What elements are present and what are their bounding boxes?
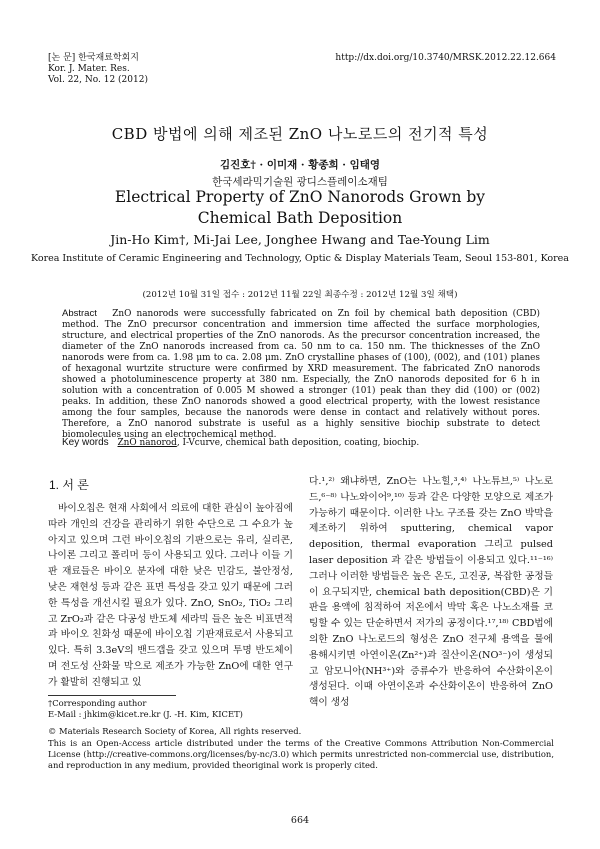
body-paragraph: 바이오칩은 현재 사회에서 의료에 대한 관심이 높아짐에 따라 개인의 건강을 관리하기 위한 수단으로 그 수요가 높아지고 있으며 그런 바이오칩의 기판으로는 유리, 실리콘, 나이론 그리고 폴리머 등이 사용되고 있다. 그러나 이들 기판 재료들은 바이오 분자에 대한 낮은 민감도, 불안정성, 낮은 재현성 등과 같은 표면 특성을 갖고 있기 때문에 그러한 특성을 개선시킬 필요가 있다. ZnO, SnO₂, TiO₂ 그리고 ZrO₂과 같은 다공성 반도체 세라믹 들은 높은 비표면적과 바이오 친화성 때문에 바이오칩 기판재료로서 사용되고 있다. 특히 3.3eV의 밴드갭을 갖고 있으며 투명 반도체이며 전도성 산화물 막으로 제조가 가능한 ZnO에 대한 연구가 활발히 진행되고 있 <box>48 503 293 688</box>
abstract <box>62 308 540 441</box>
body-paragraph: 다.¹,²⁾ 왜냐하면, ZnO는 나노힐,³,⁴⁾ 나노튜브,⁵⁾ 나노로드,⁶⁻⁸⁾ 나노와이어⁹,¹⁰⁾ 등과 같은 다양한 모양으로 제조가 가능하기 때문이다. 이러한 나노 구조를 갖는 ZnO 박막을 제조하기 위하여 sputtering, chemical vapor deposition, thermal evaporation 그리고 pulsed laser deposition 과 같은 방법들이 이용되고 있다.¹¹⁻¹⁶⁾ 그러나 이러한 방법들은 높은 온도, 고진공, 복잡한 공정들이 요구되지만, chemical bath deposition(CBD)은 기판을 용액에 침적하여 저온에서 박막 혹은 나노소재를 코팅할 수 있는 단순하면서 저가의 공정이다.¹⁷,¹⁸⁾ CBD법에 의한 ZnO 나노로드의 형성은 ZnO 전구체 용액을 물에 용해시키면 아연이온(Zn²⁺)과 질산이온(NO³⁻)이 생성되고 암모니아(NH³⁺)와 증류수가 반응하여 수산화이온이 생성된다. 이때 아연이온과 수산화이온이 반응하여 ZnO 핵이 생성 <box>309 476 553 709</box>
author-email: E-Mail : jhkim@kicet.re.kr (J. -H. Kim, KICET) <box>48 709 243 720</box>
copyright-notice: © Materials Research Society of Korea, All rights reserved. <box>48 726 302 737</box>
corresponding-author: †Corresponding author <box>48 698 147 708</box>
license-notice: This is an Open-Access article distributed under the terms of the Creative Commons Attribution Non-Commercial License (http://creative-commons.org/licenses/by-nc/3.0) which permits unrestricted non-commercial use, distribution, and reproduction in any medium, provided theoriginal work is properly cited. <box>48 737 554 771</box>
title-english <box>60 187 540 229</box>
keywords-label: Key words <box>62 437 109 448</box>
keyword-link[interactable]: ZnO nanorod <box>117 438 177 448</box>
journal-info <box>48 53 148 86</box>
authors-korean: 김진호† · 이미재 · 황종희 · 임태영 <box>219 159 381 171</box>
section-heading-introduction: 1. 서 론 <box>49 478 89 492</box>
keywords-rest: , I-Vcurve, chemical bath deposition, coating, biochip. <box>176 438 420 448</box>
affiliation-korean: 한국세라믹기술원 광디스플레이소재팀 <box>212 176 388 188</box>
doi-link[interactable]: http://dx.doi.org/10.3740/MRSK.2012.22.12.664 <box>335 53 556 63</box>
body-column-left <box>48 501 293 691</box>
title-english-line1: Electrical Property of ZnO Nanorods Grown by <box>114 188 486 206</box>
abstract-label: Abstract <box>62 308 97 319</box>
footnote <box>48 698 554 771</box>
submission-dates: (2012년 10월 31일 접수 : 2012년 11월 22일 최종수정 : 2012년 12월 3일 채택) <box>142 290 458 300</box>
title-korean: CBD 방법에 의해 제조된 ZnO 나노로드의 전기적 특성 <box>111 125 489 143</box>
journal-name-ko: [논 문] 한국재료학회지 <box>48 53 139 63</box>
journal-name-en: Kor. J. Mater. Res. <box>48 64 130 74</box>
authors-english: Jin-Ho Kim†, Mi-Jai Lee, Jonghee Hwang and Tae-Young Lim <box>110 232 490 247</box>
body-column-right <box>309 474 553 711</box>
keywords <box>62 437 540 448</box>
title-english-line2: Chemical Bath Deposition <box>197 209 403 227</box>
journal-volume: Vol. 22, No. 12 (2012) <box>48 75 148 85</box>
footnote-divider <box>48 695 176 696</box>
affiliation-english: Korea Institute of Ceramic Engineering and Technology, Optic & Display Materials Team, Seoul 153-801, Korea <box>31 253 569 264</box>
abstract-text: ZnO nanorods were successfully fabricated on Zn foil by chemical bath deposition (CBD) method. The ZnO precursor concentration and immersion time affected the surface morphologies, structure, and electrical properties of the ZnO nanorods. As the precursor concentration increased, the diameter of the ZnO nanorods increased from ca. 50 nm to ca. 150 nm. The thicknesses of the ZnO nanorods were from ca. 1.98 μm to ca. 2.08 μm. ZnO crystalline phases of (100), (002), and (101) planes of hexagonal wurtzite structure were confirmed by XRD measurement. The fabricated ZnO nanorods showed a photoluminescence property at 380 nm. Especially, the ZnO nanorods deposited for 6 h in solution with a concentration of 0.005 M showed a stronger (101) peak than they did (100) or (002) peaks. In addition, these ZnO nanorods showed a good electrical property, with the lowest resistance among the four samples, because the nanorods were dense in contact and relatively without pores. Therefore, a ZnO nanorod substrate is useful as a highly sensitive biochip substrate to detect biomolecules using an electrochemical method. <box>62 309 541 440</box>
page-number: 664 <box>290 815 310 826</box>
